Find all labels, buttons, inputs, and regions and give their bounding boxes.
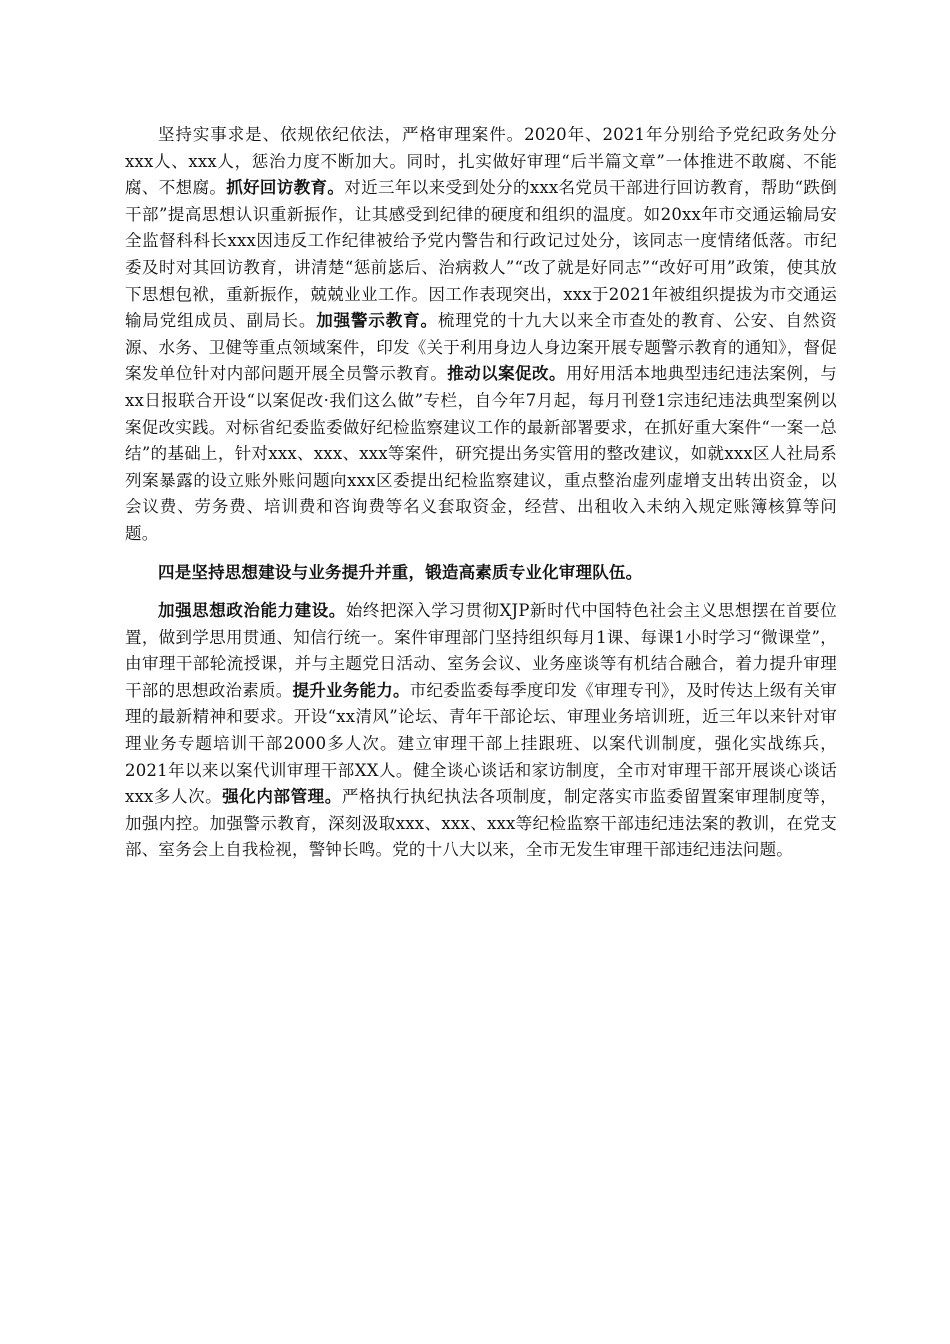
paragraph-case-review xyxy=(125,122,837,548)
section-heading-four: 四是坚持思想建设与业务提升并重，锻造高素质专业化审理队伍。 xyxy=(158,562,643,582)
text-warning-education: 梳理党的十九大以来全市查处的教育、公安、自然资源、水务、卫健等重点领域案件，印发《关于利用身边人身边案开展专题警示教育的通知》，督促案发单位针对内部问题开展全员警示教育。 xyxy=(125,311,837,384)
text-revisit-education: 对近三年以来受到处分的xxx名党员干部进行回访教育，帮助“跌倒干部”提高思想认识重新振作，让其感受到纪律的硬度和组织的温度。如20xx年市交通运输局安全监督科科长xxx因违反工作纪律被给予党内警告和行政记过处分，该同志一度情绪低落。市纪委及时对其回访教育，讲清楚“惩前毖后、治病救人”“改了就是好同志”“改好可用”政策，使其放下思想包袱，重新振作，兢兢业业工作。因工作表现突出，xxx于2021年被组织提拔为市交通运输局党组成员、副局长。 xyxy=(125,178,837,331)
document-page xyxy=(125,122,837,864)
text-political-ability: 始终把深入学习贯彻XJP新时代中国特色社会主义思想摆在首要位置，做到学思用贯通、知信行统一。案件审理部门坚持组织每月1课、每课1小时学习“微课堂”，由审理干部轮流授课，并与主题党日活动、室务会议、业务座谈等有机结合融合，着力提升审理干部的思想政治素质。 xyxy=(125,601,838,700)
text-promote-reform: 用好用活本地典型违纪违法案例，与xx日报联合开设“以案促改·我们这么做”专栏，自今年7月起，每月刊登1宗违纪违法典型案例以案促改实践。对标省纪委监委做好纪检监察建议工作的最新部署要求，在抓好重大案件“一案一总结”的基础上，针对xxx、xxx、xxx等案件，研究提出务实管用的整改建议，如就xxx区人社局系列案暴露的设立账外账问题向xxx区委提出纪检监察建议，重点整治虚列虚增支出转出资金，以会议费、劳务费、培训费和咨询费等名义套取资金，经营、出租收入未纳入规定账簿核算等问题。 xyxy=(125,364,837,543)
paragraph-team-building xyxy=(125,598,837,864)
subheading-internal-management: 强化内部管理。 xyxy=(222,787,342,807)
subheading-warning-education: 加强警示教育。 xyxy=(316,311,438,331)
text-case-review-intro: 坚持实事求是、依规依纪依法，严格审理案件。2020年、2021年分别给予党纪政务处分xxx人、xxx人，惩治力度不断加大。同时，扎实做好审理“后半篇文章”一体推进不敢腐、不能腐、不想腐。 xyxy=(125,125,837,198)
text-internal-management: 严格执行执纪执法各项制度，制定落实市监委留置案审理制度等，加强内控。加强警示教育，深刻汲取xxx、xxx、xxx等纪检监察干部违纪违法案的教训，在党支部、室务会上自我检视，警钟长鸣。党的十八大以来，全市无发生审理干部违纪违法问题。 xyxy=(125,787,837,860)
text-business-ability: 市纪委监委每季度印发《审理专刊》，及时传达上级有关审理的最新精神和要求。开设“xx清风”论坛、青年干部论坛、审理业务培训班，近三年以来针对审理业务专题培训干部2000多人次。建立审理干部上挂跟班、以案代训制度，强化实战练兵，2021年以来以案代训审理干部XX人。健全谈心谈话和家访制度，全市对审理干部开展谈心谈话xxx多人次。 xyxy=(125,680,838,807)
subheading-business-ability: 提升业务能力。 xyxy=(292,680,410,700)
subheading-political-ability: 加强思想政治能力建设。 xyxy=(158,601,346,621)
subheading-promote-reform: 推动以案促改。 xyxy=(447,364,566,384)
subheading-revisit-education: 抓好回访教育。 xyxy=(226,178,345,198)
